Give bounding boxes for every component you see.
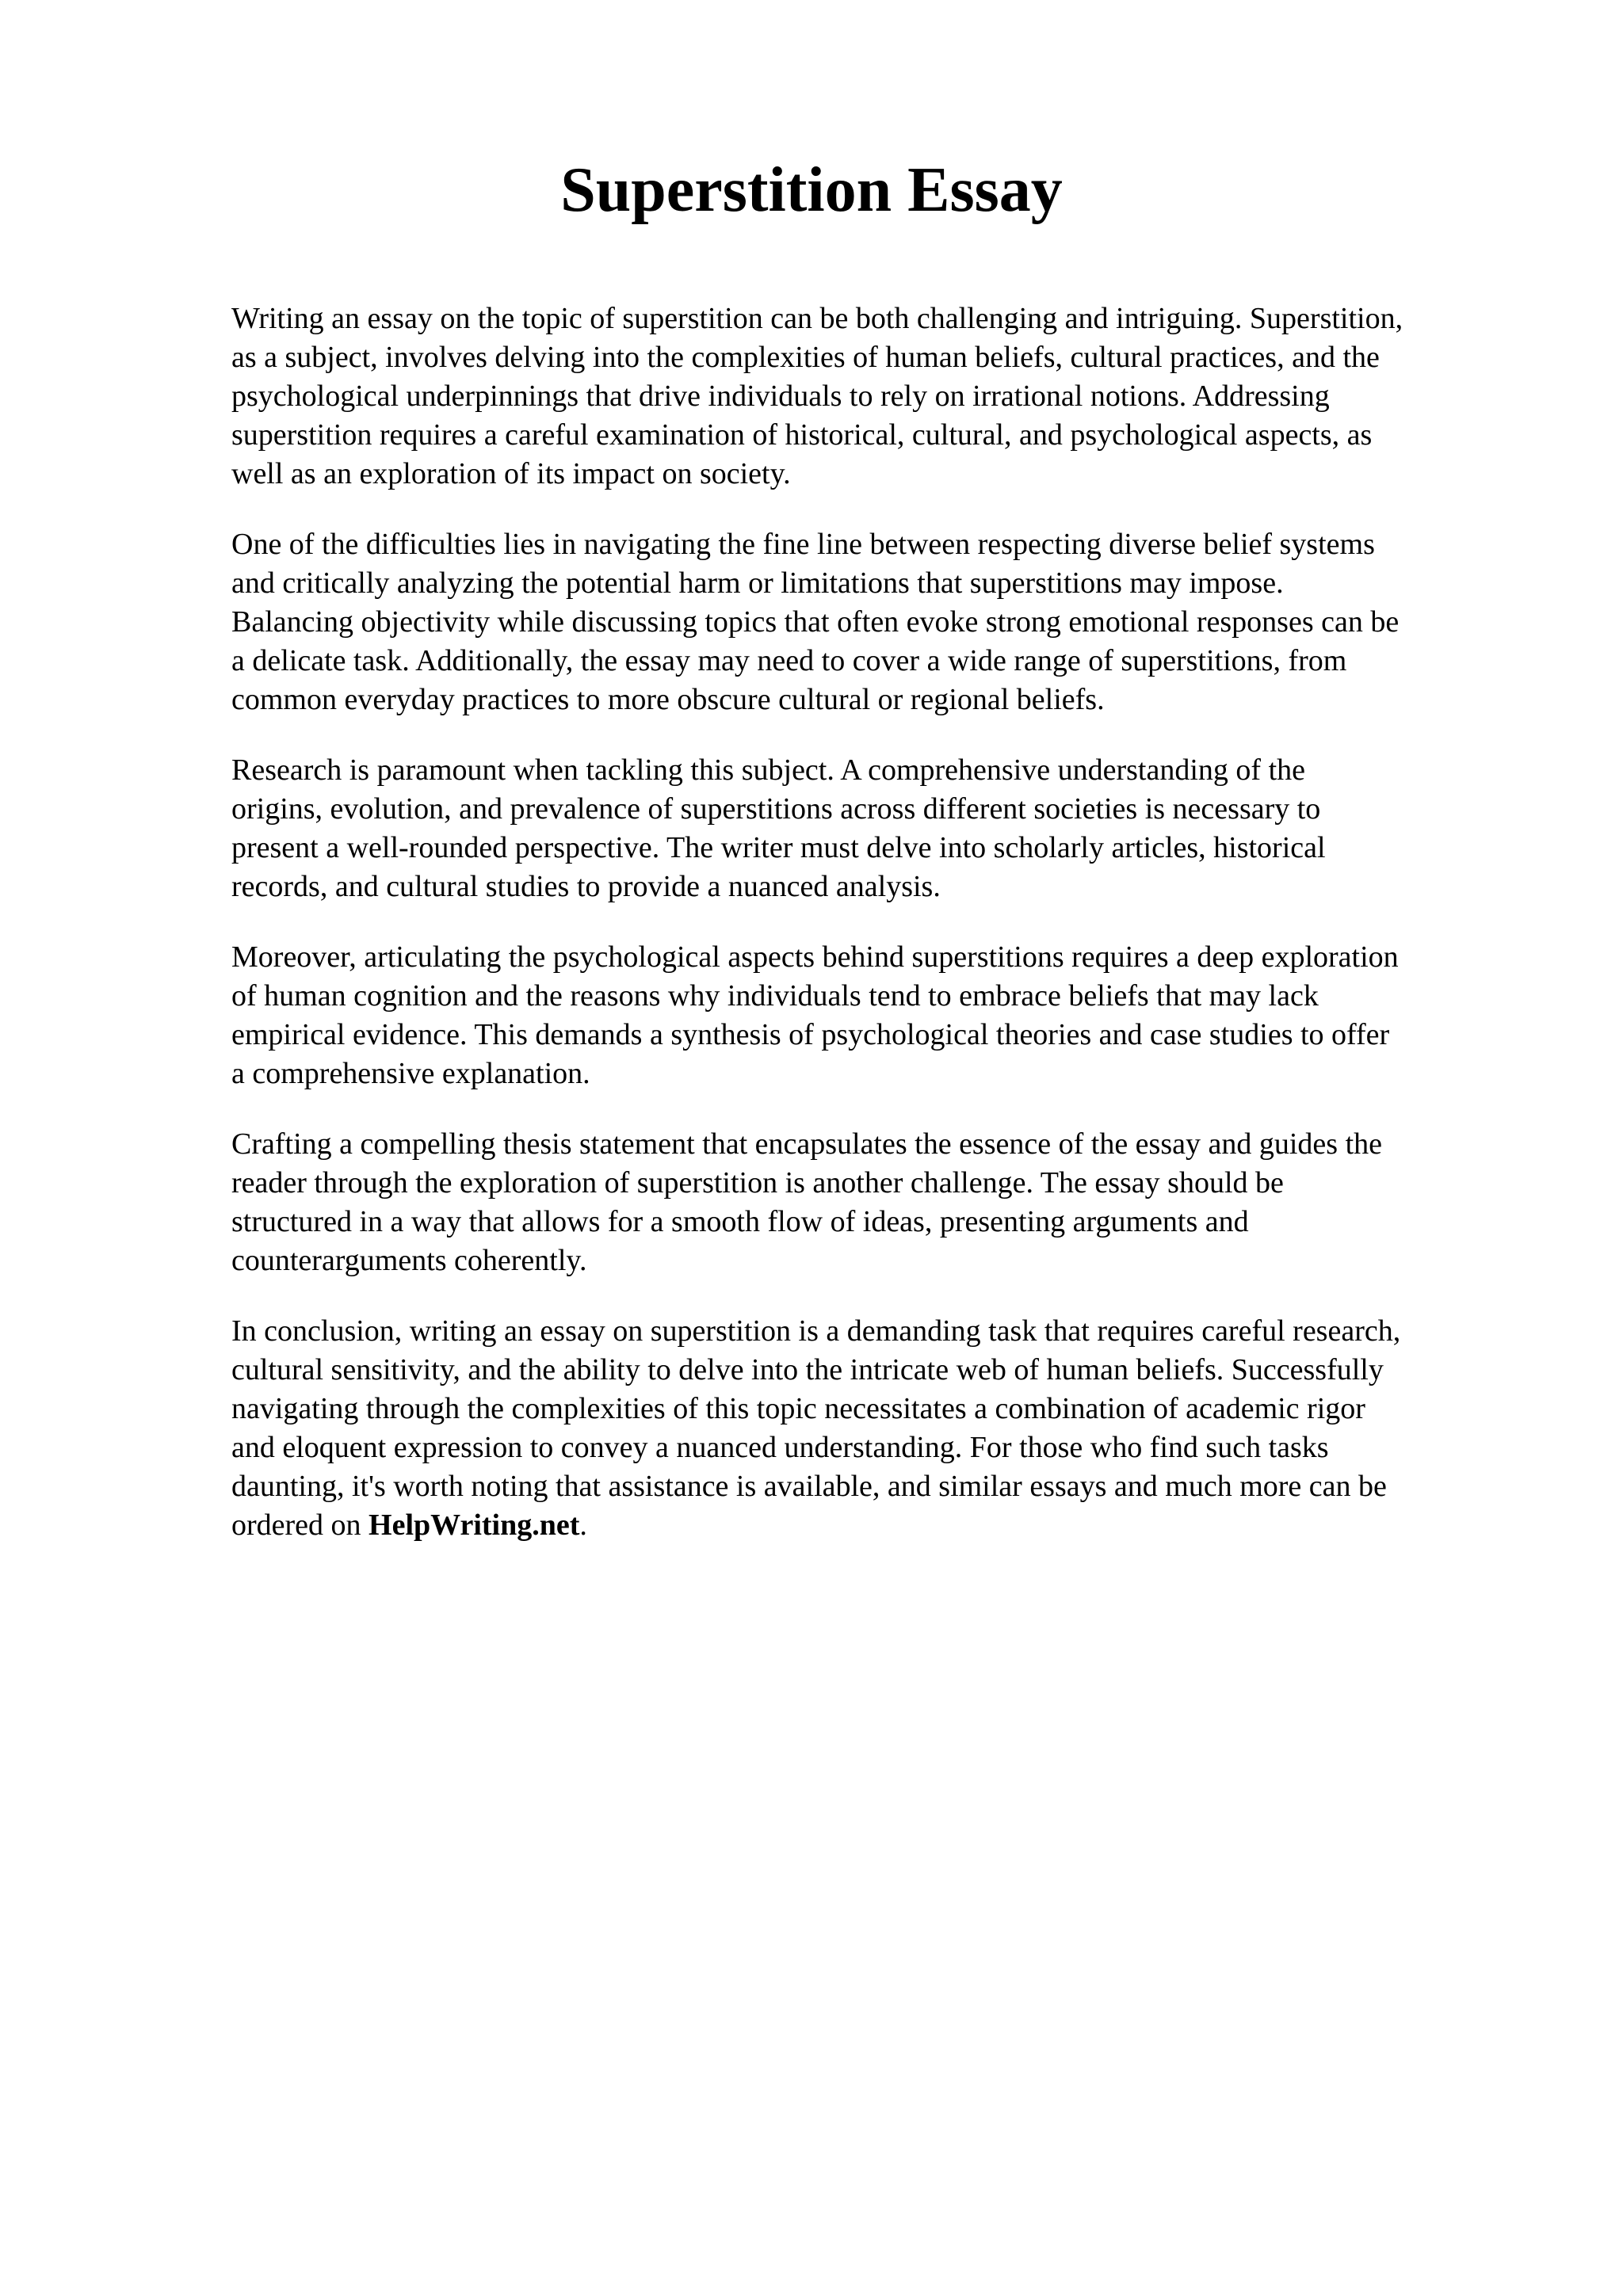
- paragraph-5: [231, 1125, 1531, 1280]
- closing-line: [231, 1506, 1531, 1545]
- document-title: Superstition Essay: [560, 155, 1063, 225]
- paragraph-6: [231, 1312, 1531, 1545]
- text-line: navigating through the complexities of this topic necessitates a combination of academic rigor: [231, 1392, 1365, 1425]
- closing-suffix: .: [579, 1508, 587, 1542]
- text-line: Moreover, articulating the psychological aspects behind superstitions requires a deep exploration: [231, 940, 1399, 974]
- text-line: common everyday practices to more obscure cultural or regional beliefs.: [231, 683, 1105, 716]
- text-line: One of the difficulties lies in navigating the fine line between respecting diverse belief systems: [231, 528, 1375, 561]
- essay-body: [231, 299, 1531, 1577]
- paragraph-1: [231, 299, 1531, 494]
- helpwriting-link[interactable]: HelpWriting.net: [369, 1508, 580, 1542]
- text-line: Crafting a compelling thesis statement that encapsulates the essence of the essay and guides the: [231, 1127, 1382, 1161]
- text-line: of human cognition and the reasons why individuals tend to embrace beliefs that may lack: [231, 979, 1319, 1013]
- text-line: In conclusion, writing an essay on superstition is a demanding task that requires careful research,: [231, 1314, 1401, 1348]
- text-line: Balancing objectivity while discussing topics that often evoke strong emotional responses can be: [231, 605, 1400, 639]
- text-line: Research is paramount when tackling this subject. A comprehensive understanding of the: [231, 753, 1305, 787]
- text-line: origins, evolution, and prevalence of superstitions across different societies is necessary to: [231, 792, 1321, 826]
- text-line: superstition requires a careful examination of historical, cultural, and psychological aspects, as: [231, 418, 1373, 452]
- text-line: a delicate task. Additionally, the essay may need to cover a wide range of superstitions, from: [231, 644, 1347, 677]
- text-line: and critically analyzing the potential harm or limitations that superstitions may impose.: [231, 566, 1284, 600]
- text-line: counterarguments coherently.: [231, 1244, 587, 1277]
- text-line: records, and cultural studies to provide a nuanced analysis.: [231, 870, 941, 903]
- text-line: present a well-rounded perspective. The writer must delve into scholarly articles, historical: [231, 831, 1326, 864]
- text-line: and eloquent expression to convey a nuanced understanding. For those who find such tasks: [231, 1431, 1329, 1464]
- text-line: empirical evidence. This demands a synthesis of psychological theories and case studies to offer: [231, 1018, 1390, 1051]
- text-line: as a subject, involves delving into the complexities of human beliefs, cultural practices, and the: [231, 341, 1380, 374]
- paragraph-3: [231, 751, 1531, 906]
- closing-prefix: ordered on: [231, 1508, 369, 1542]
- text-line: Writing an essay on the topic of superstition can be both challenging and intriguing. Superstition,: [231, 302, 1403, 335]
- text-line: structured in a way that allows for a smooth flow of ideas, presenting arguments and: [231, 1205, 1249, 1238]
- text-line: cultural sensitivity, and the ability to delve into the intricate web of human beliefs. Successfully: [231, 1353, 1384, 1386]
- text-line: reader through the exploration of superstition is another challenge. The essay should be: [231, 1166, 1284, 1199]
- text-line: a comprehensive explanation.: [231, 1057, 590, 1090]
- paragraph-4: [231, 938, 1531, 1093]
- text-line: daunting, it's worth noting that assistance is available, and similar essays and much more can be: [231, 1470, 1387, 1503]
- paragraph-2: [231, 525, 1531, 719]
- text-line: psychological underpinnings that drive individuals to rely on irrational notions. Addressing: [231, 379, 1330, 413]
- text-line: well as an exploration of its impact on society.: [231, 457, 791, 490]
